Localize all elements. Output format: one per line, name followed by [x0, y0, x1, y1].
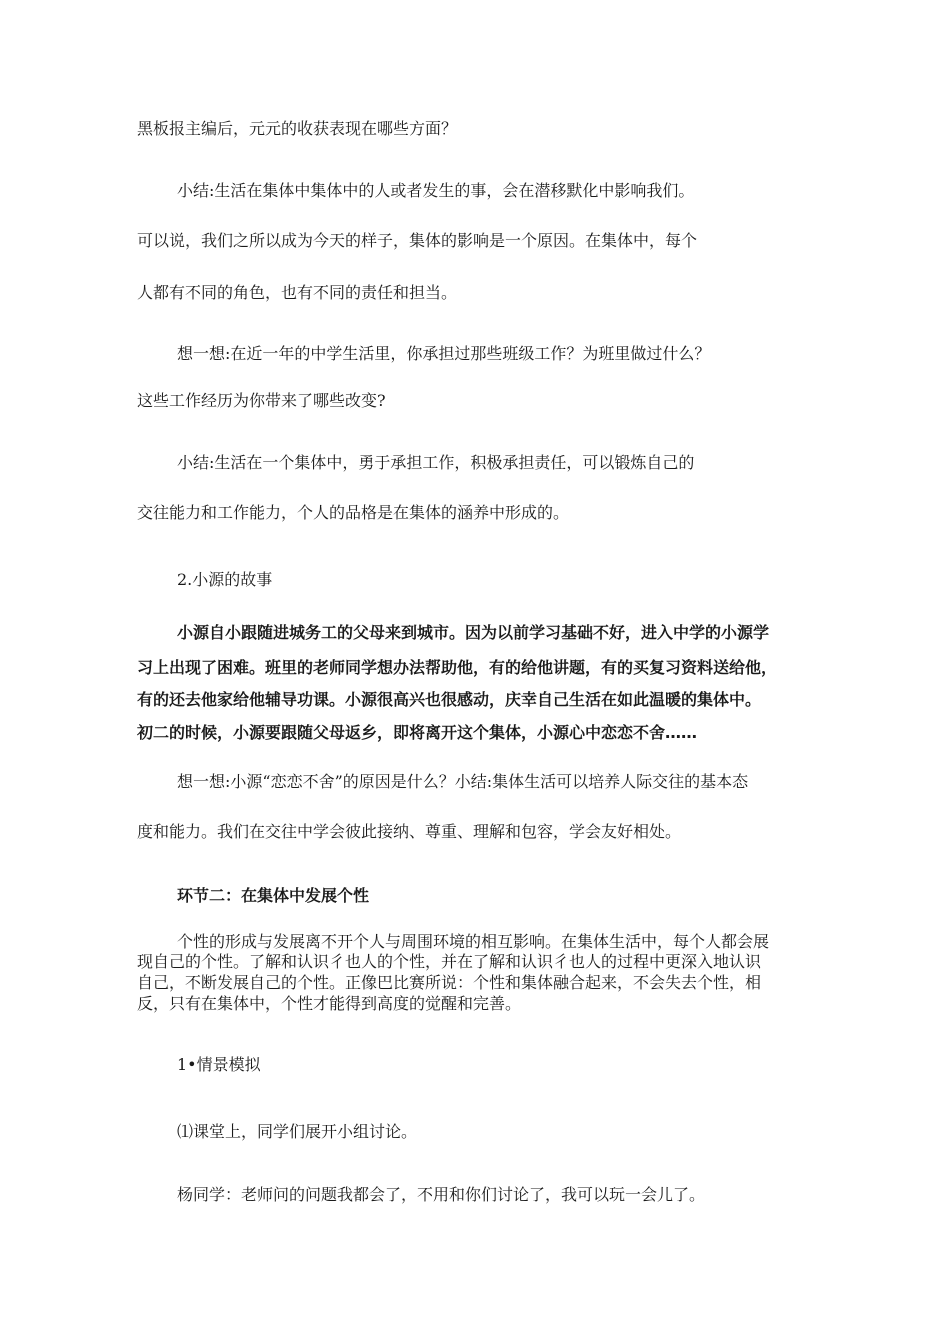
- subsection-heading: 1•情景模拟: [177, 1055, 261, 1074]
- text-line: 人都有不同的角色，也有不同的责任和担当。: [137, 283, 458, 302]
- story-line: 习上出现了困难。班里的老师同学想办法帮助他，有的给他讲题，有的买复习资料送给他，: [137, 658, 778, 677]
- paragraph-line: 现自己的个性。了解和认识彳也人的个性，并在了解和认识彳也人的过程中更深入地认识: [137, 952, 762, 971]
- text-line: 度和能力。我们在交往中学会彼此接纳、尊重、理解和包容，学会友好相处。: [137, 822, 682, 841]
- section-heading: 2.小源的故事: [177, 570, 273, 589]
- story-line: 有的还去他家给他辅导功课。小源很高兴也很感动，庆幸自己生活在如此温暖的集体中。: [137, 690, 762, 709]
- text-line: 这些工作经历为你带来了哪些改变?: [137, 391, 386, 410]
- text-line: 想一想:小源“恋恋不舍”的原因是什么？小结:集体生活可以培养人际交往的基本态: [177, 772, 749, 791]
- text-line: 交往能力和工作能力，个人的品格是在集体的涵养中形成的。: [137, 503, 570, 522]
- paragraph-line: 反，只有在集体中，个性才能得到高度的觉醒和完善。: [137, 994, 522, 1013]
- text-line: 小结:生活在一个集体中，勇于承担工作，积极承担责任，可以锻炼自己的: [177, 453, 695, 472]
- paragraph-line: 自己，不断发展自己的个性。正像巴比赛所说：个性和集体融合起来，不会失去个性，相: [137, 973, 762, 992]
- text-line: 黑板报主编后，元元的收获表现在哪些方面？: [137, 119, 458, 138]
- story-line: 小源自小跟随进城务工的父母来到城市。因为以前学习基础不好，进入中学的小源学: [177, 623, 770, 642]
- text-line: 可以说，我们之所以成为今天的样子，集体的影响是一个原因。在集体中，每个: [137, 231, 698, 250]
- section-heading: 环节二：在集体中发展个性: [177, 886, 370, 905]
- text-line: 想一想:在近一年的中学生活里，你承担过那些班级工作？为班里做过什么？: [177, 344, 711, 363]
- text-line: 杨同学：老师问的问题我都会了，不用和你们讨论了，我可以玩一会儿了。: [177, 1185, 706, 1204]
- text-line: ⑴课堂上，同学们展开小组讨论。: [177, 1122, 418, 1141]
- text-line: 小结:生活在集体中集体中的人或者发生的事，会在潜移默化中影响我们。: [177, 181, 695, 200]
- paragraph-line: 个性的形成与发展离不开个人与周围环境的相互影响。在集体生活中，每个人都会展: [177, 932, 770, 951]
- story-line: 初二的时候，小源要跟随父母返乡，即将离开这个集体，小源心中恋恋不舍……: [137, 723, 698, 742]
